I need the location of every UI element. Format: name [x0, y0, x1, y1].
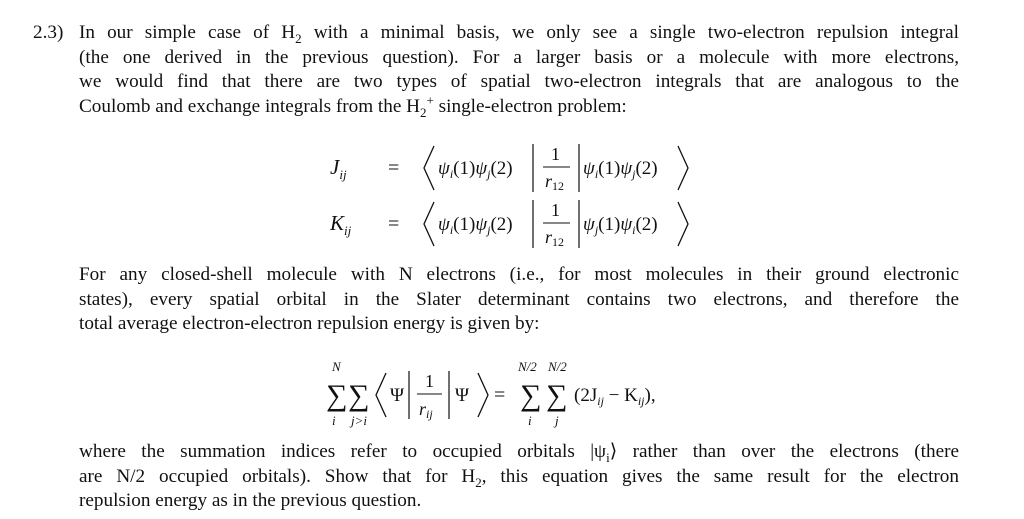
coulomb-exchange-equations — [330, 134, 710, 254]
svg-text:i: i — [528, 413, 532, 428]
svg-text:N/2: N/2 — [518, 359, 537, 374]
svg-text:=: = — [388, 213, 400, 235]
closed-shell-line-2: states), every spatial orbital in the Slater determinant contains two electrons, and therefore the — [79, 288, 959, 310]
svg-text:r12: r12 — [545, 227, 565, 249]
svg-text:∑: ∑ — [348, 379, 370, 412]
svg-text:r12: r12 — [545, 171, 565, 193]
svg-text:rij: rij — [419, 399, 433, 421]
svg-text:=: = — [494, 384, 506, 406]
closed-shell-line-3: total average electron-electron repulsion energy is given by: — [79, 313, 540, 334]
question-paragraph — [79, 440, 959, 514]
svg-text:Kij: $K_{ij}$ — [330, 211, 352, 238]
svg-text:Jij: $J_{ij}$ — [330, 155, 347, 182]
svg-text:i: i — [332, 413, 336, 428]
svg-text:ψi(1)ψj(2): $\psi_i(1)\psi_j(2)$ — [438, 158, 513, 181]
svg-text:ψj(1)ψi(2): $\psi_j(1)\psi_i(2)$ — [583, 214, 658, 237]
intro-paragraph — [79, 21, 959, 119]
svg-text:∑: ∑ — [546, 379, 568, 412]
intro-line-4: Coulomb and exchange integrals from the $H_2^+$ single-electron problem: — [79, 92, 627, 120]
svg-text:Ψ: Ψ — [455, 385, 470, 406]
closed-shell-line-1: For any closed-shell molecule with N electrons (i.e., for most molecules in their ground electronic — [79, 264, 959, 285]
question-line-1: where the summation indices refer to occupied orbitals $|\psi_i⟩$ rather than over the electrons (there — [79, 441, 959, 465]
closed-shell-paragraph — [79, 263, 959, 337]
svg-text:∑: ∑ — [520, 379, 542, 412]
intro-line-1: In our simple case of $H_2$ with a minimal basis, we only see a single two-electron repulsion integral — [79, 22, 959, 46]
svg-text:Ψ: Ψ — [390, 385, 405, 406]
svg-text:∑: ∑ — [326, 379, 348, 412]
svg-text:1: 1 — [551, 200, 560, 220]
svg-text:1: 1 — [425, 371, 434, 391]
svg-text:ψi(1)ψj(2): $\psi_i(1)\psi_j(2)$ — [438, 214, 513, 237]
svg-text:=: = — [388, 157, 400, 179]
svg-text:N: N — [332, 359, 341, 374]
svg-text:ψi(1)ψj(2): $\psi_i(1)\psi_j(2)$ — [583, 158, 658, 181]
intro-line-3: we would find that there are two types of spatial two-electron integrals that are analogous to the — [79, 71, 959, 92]
svg-text:(2Jij − Kij),: $(2J_{ij} - K_{ij})$, — [574, 385, 656, 408]
problem-number: 2.3) — [33, 22, 64, 43]
svg-text:N/2: N/2 — [548, 359, 567, 374]
intro-line-2: (the one derived in the previous question). For a larger basis or a molecule with more electrons, — [79, 46, 959, 68]
question-line-3: repulsion energy as in the previous question. — [79, 490, 422, 511]
svg-text:1: 1 — [551, 144, 560, 164]
svg-text:j>i: j>i — [351, 413, 367, 428]
repulsion-energy-equation — [318, 355, 738, 435]
svg-text:j: j — [555, 413, 559, 428]
question-line-2: are N/2 occupied orbitals). Show that for $H_2$, this equation gives the same result for the electron — [79, 465, 959, 490]
